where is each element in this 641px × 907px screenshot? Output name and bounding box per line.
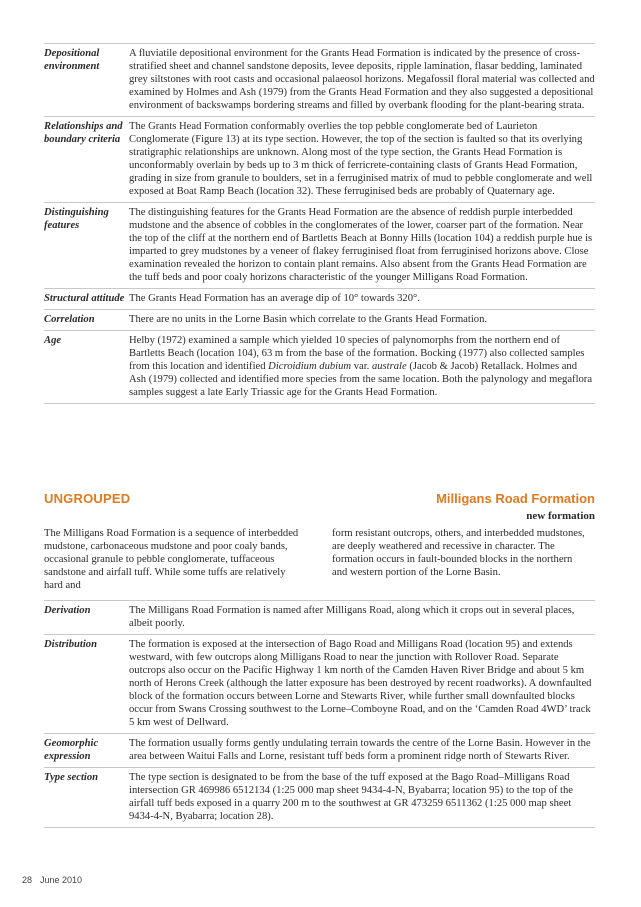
section-heading-ungrouped: UNGROUPED	[44, 491, 131, 506]
table-row	[44, 330, 595, 404]
row-label: Derivation	[44, 605, 91, 616]
row-text: The formation is exposed at the intersection of Bago Road and Milligans Road (location 95) and extends westward, with few outcrops along Milligans Road to near the junction with Rollover Road. Separate outcrops also occur on the Pacific Highway 1 km north of the Camden Haven River Bridge and about 5 km north of Herons Creek (although the latter exposure has been destroyed by recent roadworks). A downfaulted block of the formation occurs between Lorne and Stewarts River, while further small downfaulted blocks occur from Swans Crossing southwest to the Lorne–Comboyne Road, and on the ‘Camden Road 4WD’ track 5 km west of Dellward.	[129, 639, 592, 728]
row-text: The distinguishing features for the Grants Head Formation are the absence of reddish purple interbedded mudstone and the absence of cobbles in the conglomerates of the lower, coarser part of the formation. Near the top of the cliff at the northern end of Bartletts Beach at Bonny Hills (location 104) a reddish purple hue is imparted to grey mudstones by a veneer of flakey ferruginised float from ferruginised horizons above. Close examination revealed the horizon to contain plant remains. Also absent from the Grants Head Formation are the tuff beds and poor coaly horizons characteristic of the younger Milligans Road Formation.	[129, 207, 593, 283]
table-row	[44, 288, 595, 309]
row-text: The formation usually forms gently undulating terrain towards the centre of the Lorne Basin. However in the area between Waitui Falls and Lorne, resistant tuff beds form a prominent ridge north of Stewarts River.	[129, 738, 591, 762]
table-row	[44, 43, 595, 116]
publication-date: June 2010	[40, 875, 83, 885]
milligans-road-properties-table	[44, 600, 595, 828]
table-row	[44, 116, 595, 202]
age-text-before: Helby (1972) examined a sample which yielded 10 species of palynomorphs from the northern end of Bartletts Beach (location 104), 63 m from the base of the formation. Bocking (1977) also collected samples from this location and identified	[129, 335, 585, 372]
table-row	[44, 767, 595, 828]
row-label: Structural attitude	[44, 293, 125, 304]
grants-head-properties-table	[44, 43, 595, 404]
row-label: Geomorphic expression	[44, 738, 99, 762]
formation-heading: Milligans Road Formation	[436, 491, 595, 506]
row-label: Correlation	[44, 314, 95, 325]
page-number: 28	[22, 875, 33, 885]
row-text: A fluviatile depositional environment for the Grants Head Formation is indicated by the presence of cross-stratified sheet and channel sandstone deposits, levee deposits, ripple lamination, flasar bedding, laminated grey siltstones with root casts and occasional palaeosol horizons. Megafossil floral material was collected and examined by Holmes and Ash (1979) from the Grants Head Formation and they also suggested a depositional environment of backswamps bordering streams and filled by overbank flooding for the plant-bearing strata.	[129, 48, 595, 111]
formation-subheading: new formation	[526, 510, 595, 522]
table-row	[44, 733, 595, 767]
row-text	[129, 334, 595, 399]
age-text-mid: var.	[351, 361, 372, 372]
table-row	[44, 202, 595, 288]
intro-column-right: form resistant outcrops, others, and interbedded mudstones, are deeply weathered and recessive in character. The formation occurs in fault-bounded blocks in the northern and western portion of the Lorne Basin.	[332, 528, 585, 578]
age-text-after: (Jacob & Jacob) Retallack. Holmes and Ash (1979) collected and identified more species from the same location. Both the palynology and megaflora samples suggest a late Early Triassic age for the Grants Head Formation.	[129, 361, 593, 398]
row-text: The Grants Head Formation has an average dip of 10° towards 320°.	[129, 293, 420, 304]
page-footer	[22, 875, 82, 885]
variety-name: australe	[371, 361, 407, 372]
table-row	[44, 634, 595, 733]
row-text: The Milligans Road Formation is named after Milligans Road, along which it crops out in several places, albeit poorly.	[129, 605, 575, 629]
intro-column-left: The Milligans Road Formation is a sequence of interbedded mudstone, carbonaceous mudstone and poor coaly bands, occasional granule to pebble conglomerate, tuffaceous sandstone and airfall tuff. While some tuffs are relatively hard and	[44, 528, 299, 591]
row-text: The Grants Head Formation conformably overlies the top pebble conglomerate bed of Laurieton Conglomerate (Figure 13) at its type section. However, the top of the section is faulted so that its overlying stratigraphic relationships are unknown. Along most of the type section, the Grants Head Formation is unconformably overlain by beds up to 3 m thick of ferricrete-containing clasts of Grants Head Formation, grading in size from granule to boulders, set in a ferruginised matrix of mud to pebble conglomerate and well exposed at Boat Ramp Beach (location 32). These ferruginised beds are probably of Quaternary age.	[129, 121, 593, 197]
table-row	[44, 309, 595, 330]
row-label: Type section	[44, 772, 99, 783]
row-text: There are no units in the Lorne Basin which correlate to the Grants Head Formation.	[129, 314, 488, 325]
table-row	[44, 600, 595, 634]
row-label: Depositional environment	[44, 48, 100, 72]
species-name: Dicroidium dubium	[268, 361, 352, 372]
row-label: Distinguishing features	[44, 207, 109, 231]
row-label: Distribution	[44, 639, 97, 650]
row-text: The type section is designated to be from the base of the tuff exposed at the Bago Road–Milligans Road intersection GR 469986 6512134 (1:25 000 map sheet 9434-4-N, Byabarra; location 95) to the top of the airfall tuff beds exposed in a quarry 200 m to the southwest at GR 473259 6511362 (1:25 000 map sheet 9434-4-N, Byabarra; location 28).	[129, 772, 573, 822]
row-label: Relationships and boundary criteria	[44, 121, 123, 145]
row-label: Age	[44, 335, 62, 346]
